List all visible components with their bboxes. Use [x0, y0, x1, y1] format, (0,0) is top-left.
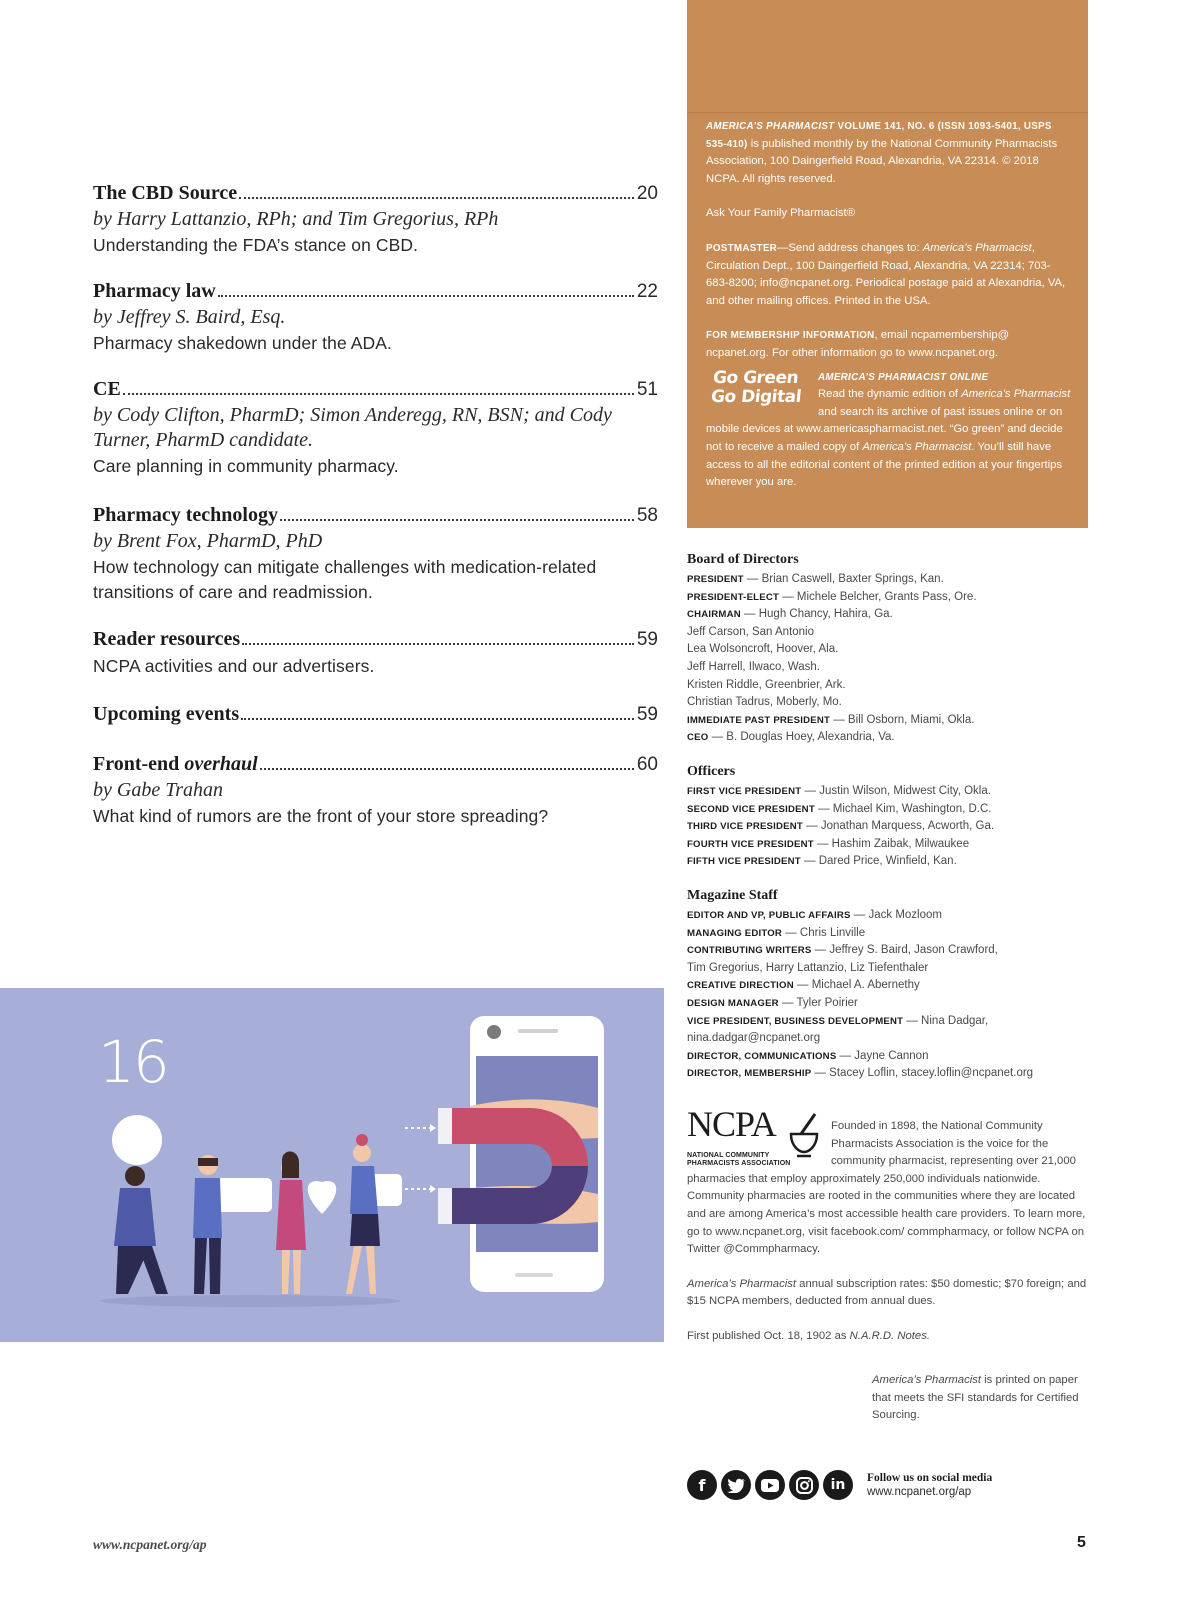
publication-statement: AMERICA’S PHARMACIST VOLUME 141, NO. 6 (ISSN 1093-5401, USPS 535-410) is published monthly by the National Community Pharmacists Association, 100 Daingerfield Road, Alexandria, VA 22314. © 2018 NCPA. All rights reserved. — [706, 121, 1058, 185]
toc-description: What kind of rumors are the front of your store spreading? — [93, 806, 549, 826]
staff-line: DIRECTOR, MEMBERSHIP — Stacey Loflin, stacey.loflin@ncpanet.org — [687, 1067, 1034, 1080]
staff-line: CONTRIBUTING WRITERS — Jeffrey S. Baird, Jason Crawford, — [687, 944, 998, 957]
toc-byline: by Cody Clifton, PharmD; Simon Anderegg, RN, BSN; and Cody Turner, PharmD candidate. — [93, 404, 612, 451]
publication-info-box — [687, 0, 1088, 528]
toc-entry[interactable] — [93, 626, 658, 679]
toc-entry[interactable] — [93, 502, 658, 605]
toc-description: How technology can mitigate challenges with medication-related transitions of care and readmission. — [93, 557, 597, 602]
staff-line: CHAIRMAN — Hugh Chancy, Hahira, Ga. — [687, 608, 893, 621]
postmaster-notice: POSTMASTER—Send address changes to: America’s Pharmacist, Circulation Dept., 100 Daingerfield Road, Alexandria, VA 22314; 703-683-8200; info@ncpanet.org. Periodical postage paid at Alexandria, VA, and other mailing offices. Printed in the USA. — [706, 241, 1066, 307]
subscription-rates: America’s Pharmacist annual subscription rates: $50 domestic; $70 foreign; and $15 NCPA members, deducted from annual dues. — [687, 1277, 1087, 1308]
footer-url[interactable]: www.ncpanet.org/ap — [93, 1537, 207, 1552]
toc-title: Pharmacy technology — [93, 504, 278, 526]
staff-line: CREATIVE DIRECTION — Michael A. Abernethy — [687, 979, 920, 992]
toc-entry[interactable] — [93, 278, 658, 356]
toc-title: Pharmacy law — [93, 280, 216, 302]
toc-page-number: 59 — [636, 704, 658, 725]
ncpa-description: Founded in 1898, the National Community Pharmacists Association is the voice for the community pharmacist, representing over 21,000 pharmacies that employ approximately 250,000 individuals nationwide. Community pharmacies are rooted in the communities where they are located and are among America’s most accessible health care providers. To learn more, go to www.ncpanet.org, visit facebook.com/ commpharmacy, or follow NCPA on Twitter @Commpharmacy. — [687, 1120, 1086, 1256]
dot-leader — [123, 393, 634, 395]
mortar-pestle-icon — [787, 1112, 821, 1158]
toc-entry[interactable] — [93, 751, 658, 829]
first-published: First published Oct. 18, 1902 as N.A.R.D. Notes. — [687, 1329, 930, 1342]
social-media-bar — [687, 1468, 992, 1502]
toc-description: Care planning in community pharmacy. — [93, 456, 399, 476]
toc-description: Understanding the FDA’s stance on CBD. — [93, 235, 419, 255]
toc-title: CE — [93, 378, 121, 400]
feature-illustration[interactable] — [0, 988, 664, 1342]
section-heading: Officers — [687, 764, 736, 779]
staff-line: DIRECTOR, COMMUNICATIONS — Jayne Cannon — [687, 1049, 929, 1062]
twitter-icon[interactable] — [721, 1470, 751, 1500]
linkedin-icon[interactable]: in — [823, 1470, 853, 1500]
illustration-page-number: 16 — [98, 1028, 168, 1096]
staff-line: Jeff Carson, San Antonio — [687, 625, 815, 638]
toc-title: Reader resources — [93, 628, 241, 650]
toc-entry[interactable] — [93, 376, 658, 479]
toc-title: Front-end overhaul — [93, 753, 258, 775]
membership-info: FOR MEMBERSHIP INFORMATION, email ncpamembership@ ncpanet.org. For other information go to www.ncpanet.org. — [706, 329, 1010, 359]
staff-line: IMMEDIATE PAST PRESIDENT — Bill Osborn, Miami, Okla. — [687, 713, 975, 726]
staff-line: THIRD VICE PRESIDENT — Jonathan Marquess, Acworth, Ga. — [687, 820, 995, 833]
staff-line: nina.dadgar@ncpanet.org — [687, 1032, 821, 1045]
staff-line: FIRST VICE PRESIDENT — Justin Wilson, Midwest City, Okla. — [687, 785, 991, 797]
toc-title: Upcoming events — [93, 703, 240, 725]
toc-description: NCPA activities and our advertisers. — [93, 656, 375, 676]
toc-byline: by Harry Lattanzio, RPh; and Tim Gregorius, RPh — [93, 208, 499, 230]
staff-line: PRESIDENT-ELECT — Michele Belcher, Grants Pass, Ore. — [687, 590, 977, 603]
staff-line: VICE PRESIDENT, BUSINESS DEVELOPMENT — Nina Dadgar, — [687, 1014, 989, 1027]
toc-page-number: 58 — [636, 505, 658, 526]
sfi-certification-note: America’s Pharmacist is printed on paper that meets the SFI standards for Certified Sourcing. — [872, 1374, 1079, 1422]
youtube-icon[interactable] — [755, 1470, 785, 1500]
staff-line: DESIGN MANAGER — Tyler Poirier — [687, 996, 858, 1009]
staff-line: Jeff Harrell, Ilwaco, Wash. — [687, 660, 820, 673]
toc-page-number: 60 — [636, 754, 658, 775]
ncpa-about — [687, 1104, 1087, 1346]
staff-line: CEO — B. Douglas Hoey, Alexandria, Va. — [687, 731, 895, 744]
toc-entry[interactable] — [93, 701, 658, 728]
toc-description: Pharmacy shakedown under the ADA. — [93, 333, 393, 353]
magnet-phone-artwork — [0, 988, 664, 1342]
staff-line: FOURTH VICE PRESIDENT — Hashim Zaibak, Milwaukee — [687, 837, 970, 850]
board-of-directors — [687, 552, 1107, 747]
toc-byline: by Gabe Trahan — [93, 779, 223, 801]
section-heading: Magazine Staff — [687, 888, 778, 903]
facebook-icon[interactable]: f — [687, 1470, 717, 1500]
toc-page-number: 22 — [636, 281, 658, 302]
dot-leader — [260, 768, 634, 770]
officers — [687, 764, 1107, 871]
staff-line: EDITOR AND VP, PUBLIC AFFAIRS — Jack Mozloom — [687, 909, 942, 921]
go-green-go-digital-logo: Go Green Go Digital — [710, 367, 803, 407]
divider — [687, 112, 1088, 113]
instagram-icon[interactable] — [789, 1470, 819, 1500]
ask-pharmacist-trademark: Ask Your Family Pharmacist® — [706, 207, 855, 220]
staff-line: Kristen Riddle, Greenbrier, Ark. — [687, 678, 846, 691]
toc-entry[interactable] — [93, 180, 658, 258]
follow-us-label: Follow us on social media — [867, 1472, 993, 1484]
staff-line: Lea Wolsoncroft, Hoover, Ala. — [687, 643, 839, 656]
toc-byline: by Jeffrey S. Baird, Esq. — [93, 306, 286, 328]
page-number: 5 — [1077, 1534, 1086, 1551]
toc-page-number: 51 — [636, 379, 658, 400]
ncpa-logo[interactable]: NCPA NATIONAL COMMUNITY PHARMACISTS ASSOCIATION — [687, 1118, 827, 1170]
dot-leader — [280, 519, 634, 521]
staff-line: SECOND VICE PRESIDENT — Michael Kim, Washington, D.C. — [687, 802, 992, 815]
staff-line: Tim Gregorius, Harry Lattanzio, Liz Tiefenthaler — [687, 961, 929, 974]
toc-page-number: 59 — [636, 629, 658, 650]
toc-title: The CBD Source — [93, 182, 238, 204]
toc-page-number: 20 — [636, 183, 658, 204]
online-edition-info: Go Green Go Digital AMERICA’S PHARMACIST ONLINE Read the dynamic edition of America’s Pharmacist and search its archive of past issues online or on mobile devices at www.americaspharmacist.net. “Go green” and decide not to receive a mailed copy of America’s Pharmacist. You’ll still have access to all the editorial content of the printed edition at your fingertips wherever you are. — [706, 367, 1071, 489]
staff-line: MANAGING EDITOR — Chris Linville — [687, 926, 866, 939]
follow-us-link[interactable]: www.ncpanet.org/ap — [867, 1486, 972, 1498]
toc-byline: by Brent Fox, PharmD, PhD — [93, 530, 323, 552]
magazine-staff — [687, 888, 1107, 1083]
dot-leader — [239, 197, 634, 199]
dot-leader — [218, 295, 634, 297]
staff-line: PRESIDENT — Brian Caswell, Baxter Springs, Kan. — [687, 573, 944, 585]
dot-leader — [241, 718, 634, 720]
staff-line: Christian Tadrus, Moberly, Mo. — [687, 696, 842, 709]
staff-line: FIFTH VICE PRESIDENT — Dared Price, Winfield, Kan. — [687, 855, 957, 868]
dot-leader — [242, 643, 634, 645]
section-heading: Board of Directors — [687, 552, 799, 567]
